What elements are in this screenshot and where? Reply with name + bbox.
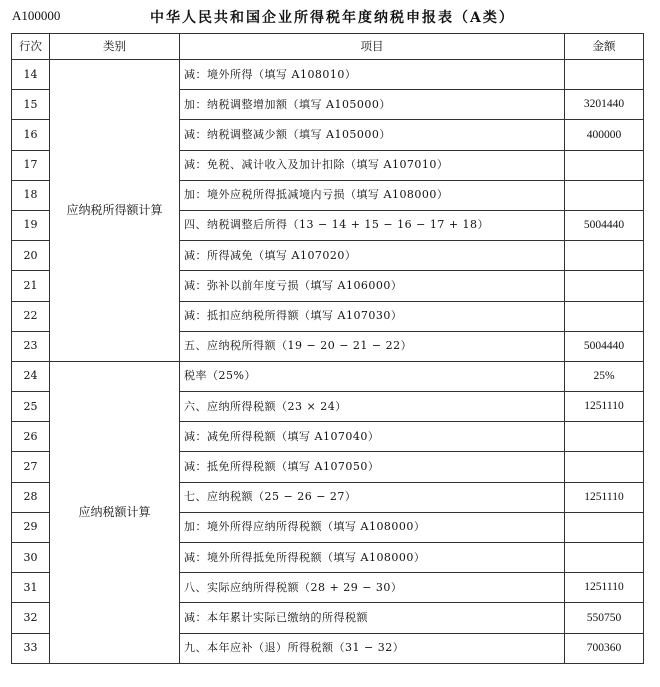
row-number: 25 bbox=[12, 392, 50, 422]
form-code: A100000 bbox=[12, 8, 61, 23]
amount-cell[interactable] bbox=[565, 150, 644, 180]
amount-cell[interactable] bbox=[565, 543, 644, 573]
row-number: 33 bbox=[12, 633, 50, 663]
item-cell: 减：纳税调整减少额（填写 A105000） bbox=[180, 120, 565, 150]
header-category: 类别 bbox=[50, 34, 180, 60]
header-amount: 金额 bbox=[565, 34, 644, 60]
row-number: 17 bbox=[12, 150, 50, 180]
amount-cell[interactable] bbox=[565, 301, 644, 331]
amount-cell[interactable]: 700360 bbox=[565, 633, 644, 663]
row-number: 27 bbox=[12, 452, 50, 482]
row-number: 21 bbox=[12, 271, 50, 301]
row-number: 19 bbox=[12, 210, 50, 240]
amount-cell[interactable] bbox=[565, 452, 644, 482]
item-cell: 加：境外所得应纳所得税额（填写 A108000） bbox=[180, 512, 565, 542]
item-cell: 减：抵免所得税额（填写 A107050） bbox=[180, 452, 565, 482]
amount-cell[interactable] bbox=[565, 271, 644, 301]
row-number: 20 bbox=[12, 241, 50, 271]
item-cell: 加：境外应税所得抵减境内亏损（填写 A108000） bbox=[180, 180, 565, 210]
header-row-no: 行次 bbox=[12, 34, 50, 60]
row-number: 28 bbox=[12, 482, 50, 512]
amount-cell[interactable]: 5004440 bbox=[565, 210, 644, 240]
row-number: 18 bbox=[12, 180, 50, 210]
row-number: 24 bbox=[12, 361, 50, 391]
header-item: 项目 bbox=[180, 34, 565, 60]
item-cell: 四、纳税调整后所得（13 − 14 + 15 − 16 − 17 + 18） bbox=[180, 210, 565, 240]
item-cell: 减：免税、减计收入及加计扣除（填写 A107010） bbox=[180, 150, 565, 180]
category-cell-taxable-income: 应纳税所得额计算 bbox=[50, 60, 180, 362]
table-row bbox=[12, 60, 644, 90]
amount-cell[interactable]: 1251110 bbox=[565, 482, 644, 512]
amount-cell[interactable] bbox=[565, 180, 644, 210]
item-cell: 减：弥补以前年度亏损（填写 A106000） bbox=[180, 271, 565, 301]
form-header bbox=[0, 0, 660, 32]
row-number: 14 bbox=[12, 60, 50, 90]
item-cell: 九、本年应补（退）所得税额（31 − 32） bbox=[180, 633, 565, 663]
item-cell: 减：境外所得（填写 A108010） bbox=[180, 60, 565, 90]
item-cell: 五、应纳税所得额（19 − 20 − 21 − 22） bbox=[180, 331, 565, 361]
item-cell: 减：本年累计实际已缴纳的所得税额 bbox=[180, 603, 565, 633]
row-number: 16 bbox=[12, 120, 50, 150]
amount-cell[interactable]: 25% bbox=[565, 361, 644, 391]
row-number: 22 bbox=[12, 301, 50, 331]
item-cell: 减：减免所得税额（填写 A107040） bbox=[180, 422, 565, 452]
table-row bbox=[12, 361, 644, 391]
amount-cell[interactable]: 5004440 bbox=[565, 331, 644, 361]
item-cell: 加：纳税调整增加额（填写 A105000） bbox=[180, 90, 565, 120]
item-cell: 八、实际应纳所得税额（28 + 29 − 30） bbox=[180, 573, 565, 603]
row-number: 31 bbox=[12, 573, 50, 603]
amount-cell[interactable] bbox=[565, 422, 644, 452]
item-cell: 减：抵扣应纳税所得额（填写 A107030） bbox=[180, 301, 565, 331]
item-cell: 七、应纳税额（25 − 26 − 27） bbox=[180, 482, 565, 512]
amount-cell[interactable]: 1251110 bbox=[565, 573, 644, 603]
item-cell: 减：境外所得抵免所得税额（填写 A108000） bbox=[180, 543, 565, 573]
row-number: 32 bbox=[12, 603, 50, 633]
amount-cell[interactable]: 550750 bbox=[565, 603, 644, 633]
form-title: 中华人民共和国企业所得税年度纳税申报表（A类） bbox=[150, 10, 515, 26]
amount-cell[interactable]: 400000 bbox=[565, 120, 644, 150]
table-header-row bbox=[12, 34, 644, 60]
row-number: 26 bbox=[12, 422, 50, 452]
amount-cell[interactable]: 1251110 bbox=[565, 392, 644, 422]
amount-cell[interactable]: 3201440 bbox=[565, 90, 644, 120]
item-cell: 六、应纳所得税额（23 × 24） bbox=[180, 392, 565, 422]
amount-cell[interactable] bbox=[565, 241, 644, 271]
item-cell: 减：所得减免（填写 A107020） bbox=[180, 241, 565, 271]
row-number: 23 bbox=[12, 331, 50, 361]
amount-cell[interactable] bbox=[565, 512, 644, 542]
row-number: 15 bbox=[12, 90, 50, 120]
category-cell-tax-payable: 应纳税额计算 bbox=[50, 361, 180, 663]
row-number: 29 bbox=[12, 512, 50, 542]
amount-cell[interactable] bbox=[565, 60, 644, 90]
item-cell: 税率（25%） bbox=[180, 361, 565, 391]
row-number: 30 bbox=[12, 543, 50, 573]
tax-return-table bbox=[11, 33, 644, 664]
